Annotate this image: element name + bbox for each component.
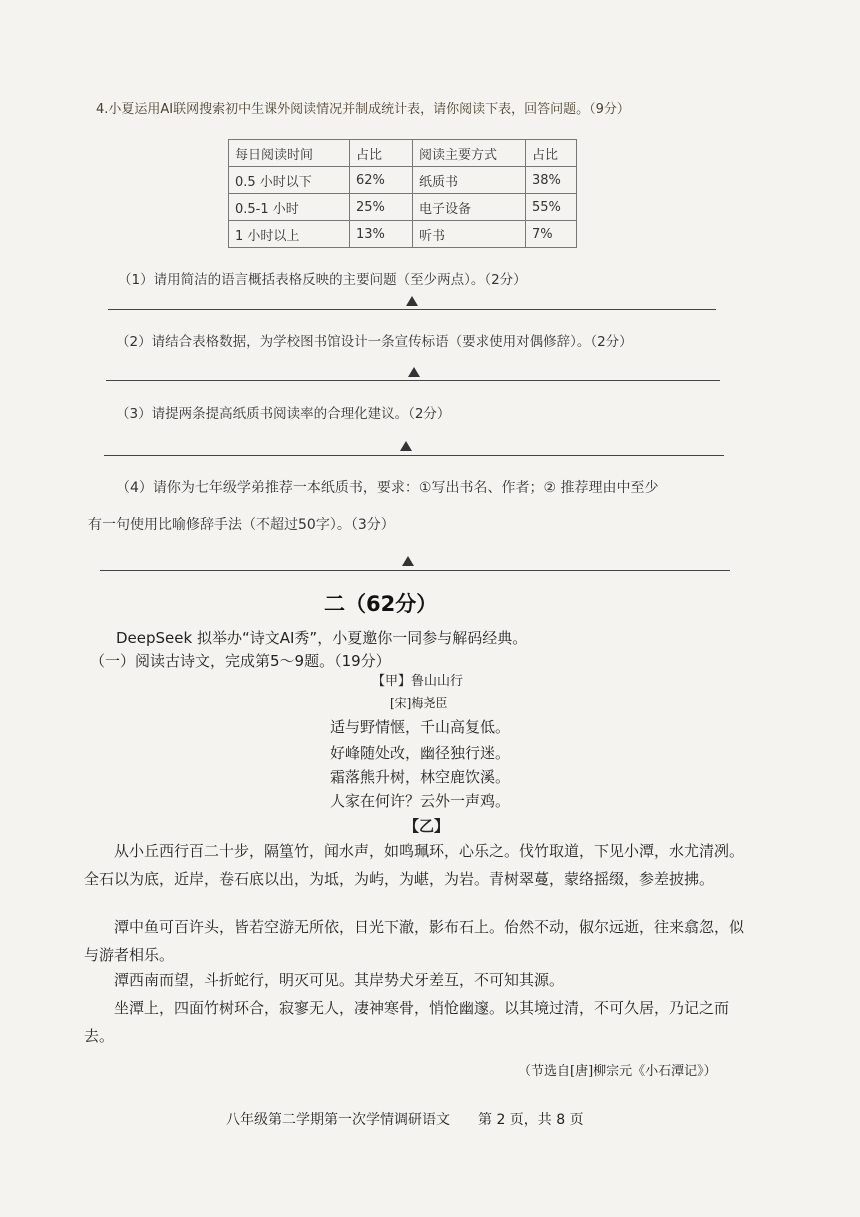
answer-line-4[interactable] [100, 570, 730, 571]
section-2-intro: DeepSeek 拟举办“诗文AI秀”，小夏邀你一同参与解码经典。 [116, 629, 528, 647]
page-footer: 八年级第二学期第一次学情调研语文 第 2 页，共 8 页 [226, 1112, 584, 1128]
prose-source: （节选自[唐]柳宗元《小石潭记》） [518, 1064, 717, 1079]
poem-line: 霜落熊升树，林空鹿饮溪。 [330, 768, 511, 786]
poem-line: 好峰随处改，幽径独行迷。 [330, 744, 511, 762]
sub-question-3: （3）请提两条提高纸质书阅读率的合理化建议。（2分） [116, 406, 451, 422]
table-cell: 听书 [413, 221, 526, 248]
answer-marker-icon [408, 367, 420, 377]
poem-title: 【甲】鲁山山行 [372, 674, 464, 689]
sub-question-1: （1）请用简洁的语言概括表格反映的主要问题（至少两点）。（2分） [118, 272, 527, 288]
sub-question-4-line-1: （4）请你为七年级学弟推荐一本纸质书，要求：①写出书名、作者；② 推荐理由中至少 [116, 480, 659, 496]
table-cell: 0.5 小时以下 [229, 167, 350, 194]
answer-line-3[interactable] [104, 455, 724, 456]
section-2-heading: 二（62分） [324, 592, 438, 616]
table-cell: 1 小时以上 [229, 221, 350, 248]
prose-paragraph: 潭中鱼可百许头，皆若空游无所依，日光下澈，影布石上。佁然不动，俶尔远逝，往来翕忽，似与游者相乐。 [84, 918, 745, 964]
table-row [229, 221, 577, 248]
table-cell: 55% [526, 194, 577, 221]
answer-marker-icon [400, 441, 412, 451]
table-row [229, 194, 577, 221]
table-cell: 7% [526, 221, 577, 248]
prose-paragraph: 潭西南而望，斗折蛇行，明灭可见。其岸势犬牙差互，不可知其源。 [114, 971, 565, 989]
answer-line-2[interactable] [106, 380, 720, 381]
prose-paragraph: 坐潭上，四面竹树环合，寂寥无人，凄神寒骨，悄怆幽邃。以其境过清，不可久居，乃记之而去。 [84, 999, 730, 1045]
sub-question-4-line-2: 有一句使用比喻修辞手法（不超过50字）。（3分） [88, 517, 395, 533]
table-cell: 0.5-1 小时 [229, 194, 350, 221]
table-header-cell: 阅读主要方式 [413, 140, 526, 167]
part-1-heading: （一）阅读古诗文，完成第5～9题。（19分） [90, 652, 391, 670]
table-header-cell: 占比 [350, 140, 413, 167]
table-cell: 38% [526, 167, 577, 194]
poem-author: [宋]梅尧臣 [390, 696, 448, 710]
answer-marker-icon [402, 556, 414, 566]
table-cell: 13% [350, 221, 413, 248]
prose-paragraph: 从小丘西行百二十步，隔篁竹，闻水声，如鸣珮环，心乐之。伐竹取道，下见小潭，水尤清冽。全石以为底，近岸，卷石底以出，为坻，为屿，为嵁，为岩。青树翠蔓，蒙络摇缀，参差披拂。 [84, 842, 745, 888]
poem-line: 人家在何许？云外一声鸡。 [330, 792, 511, 810]
table-cell: 纸质书 [413, 167, 526, 194]
table-row [229, 167, 577, 194]
sub-question-2: （2）请结合表格数据，为学校图书馆设计一条宣传标语（要求使用对偶修辞）。（2分） [116, 334, 633, 350]
answer-line-1[interactable] [108, 309, 716, 310]
table-cell: 电子设备 [413, 194, 526, 221]
table-header-cell: 每日阅读时间 [229, 140, 350, 167]
table-cell: 62% [350, 167, 413, 194]
question-4-title: 4.小夏运用AI联网搜索初中生课外阅读情况并制成统计表，请你阅读下表，回答问题。（9分） [96, 102, 630, 117]
table-header-cell: 占比 [526, 140, 577, 167]
answer-marker-icon [406, 296, 418, 306]
prose-heading: 【乙】 [404, 817, 450, 835]
table-cell: 25% [350, 194, 413, 221]
table-header-row [229, 140, 577, 167]
reading-stats-table [228, 139, 577, 248]
poem-line: 适与野情惬，千山高复低。 [330, 718, 511, 736]
